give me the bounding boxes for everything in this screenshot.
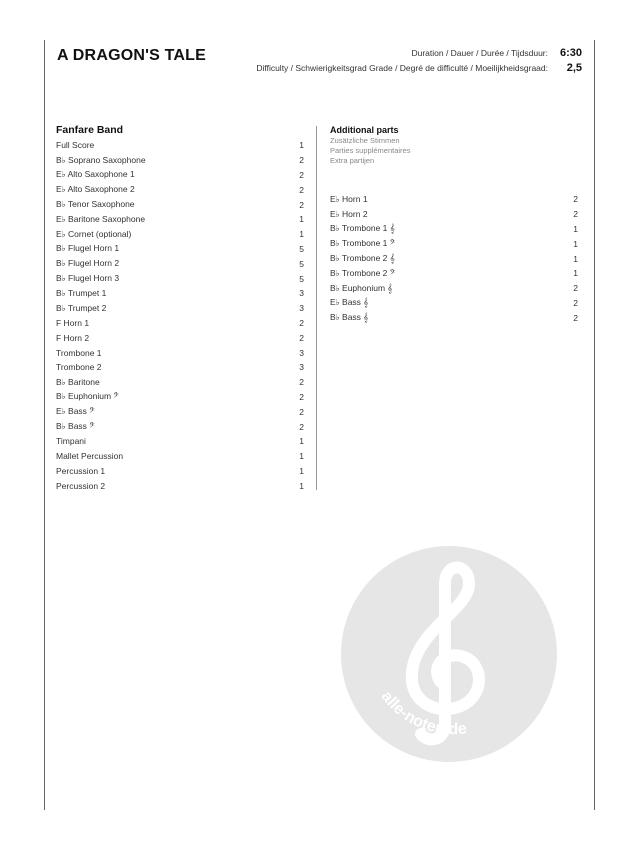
part-name: B♭ Flugel Horn 2 — [56, 258, 120, 269]
part-count: 2 — [573, 297, 578, 308]
part-count: 1 — [299, 465, 304, 476]
part-row — [56, 478, 304, 493]
additional-parts-section — [330, 124, 578, 325]
part-row — [56, 464, 304, 479]
score-info — [256, 47, 582, 77]
part-count: 1 — [299, 214, 304, 225]
part-count: 2 — [299, 317, 304, 328]
column-divider — [316, 126, 317, 490]
part-count: 2 — [299, 169, 304, 180]
part-row — [330, 236, 578, 251]
page-title: A DRAGON'S TALE — [57, 47, 207, 64]
part-row — [56, 301, 304, 316]
page-border-left — [44, 40, 45, 810]
part-name: Percussion 1 — [56, 465, 106, 476]
part-row — [56, 404, 304, 419]
part-row — [56, 434, 304, 449]
part-name: Mallet Percussion — [56, 451, 124, 462]
part-row — [330, 192, 578, 207]
subtitle-french: Parties supplémentaires — [330, 146, 411, 155]
part-row — [330, 310, 578, 325]
part-row — [330, 251, 578, 266]
part-name: E♭ Horn 2 — [330, 208, 368, 219]
section-heading: Fanfare Band — [56, 124, 124, 136]
part-row — [56, 390, 304, 405]
part-count: 2 — [573, 194, 578, 205]
part-name: Full Score — [56, 140, 95, 151]
part-count: 1 — [573, 238, 578, 249]
part-row — [56, 360, 304, 375]
part-row — [56, 212, 304, 227]
part-row — [56, 242, 304, 257]
duration-row — [256, 47, 582, 62]
part-row — [56, 138, 304, 153]
subtitle-dutch: Extra partijen — [330, 156, 375, 165]
part-count: 1 — [573, 253, 578, 264]
part-count: 1 — [573, 223, 578, 234]
part-name: B♭ Bass 𝄢 — [56, 421, 95, 432]
part-row — [56, 316, 304, 331]
part-row — [330, 281, 578, 296]
part-name: E♭ Alto Saxophone 1 — [56, 169, 135, 180]
part-name: B♭ Soprano Saxophone — [56, 154, 146, 165]
part-name: E♭ Cornet (optional) — [56, 228, 132, 239]
section-heading: Additional parts — [330, 125, 399, 135]
part-name: B♭ Trumpet 2 — [56, 302, 107, 313]
part-row — [56, 375, 304, 390]
part-count: 2 — [299, 199, 304, 210]
part-count: 1 — [299, 436, 304, 447]
duration-label: Duration / Dauer / Durée / Tijdsduur: — [411, 48, 548, 58]
parts-list — [56, 138, 304, 493]
part-row — [56, 153, 304, 168]
part-count: 1 — [573, 268, 578, 279]
fanfare-band-section — [56, 122, 304, 493]
part-name: E♭ Horn 1 — [330, 193, 368, 204]
part-count: 5 — [299, 258, 304, 269]
part-count: 2 — [299, 421, 304, 432]
part-count: 3 — [299, 303, 304, 314]
part-row — [56, 271, 304, 286]
part-row — [330, 296, 578, 311]
part-row — [56, 227, 304, 242]
part-name: B♭ Tenor Saxophone — [56, 199, 135, 210]
part-count: 2 — [299, 391, 304, 402]
subtitle-german: Zusätzliche Stimmen — [330, 136, 400, 145]
part-name: B♭ Trombone 2 𝄢 — [330, 267, 396, 278]
part-count: 2 — [299, 406, 304, 417]
part-name: B♭ Trombone 1 𝄞 — [330, 223, 395, 234]
part-name: B♭ Trombone 2 𝄞 — [330, 253, 395, 264]
part-name: F Horn 2 — [56, 332, 90, 343]
section-subtitles — [330, 136, 578, 166]
watermark — [341, 546, 557, 762]
part-name: B♭ Flugel Horn 3 — [56, 273, 120, 284]
part-row — [330, 207, 578, 222]
part-count: 2 — [573, 283, 578, 294]
part-name: B♭ Flugel Horn 1 — [56, 243, 120, 254]
part-name: Trombone 2 — [56, 362, 102, 373]
part-row — [330, 266, 578, 281]
part-row — [56, 449, 304, 464]
part-count: 3 — [299, 288, 304, 299]
part-row — [56, 182, 304, 197]
part-count: 3 — [299, 347, 304, 358]
part-name: B♭ Trumpet 1 — [56, 287, 107, 298]
part-name: B♭ Euphonium 𝄢 — [56, 391, 119, 402]
part-count: 2 — [299, 184, 304, 195]
part-count: 2 — [299, 155, 304, 166]
difficulty-value: 2,5 — [566, 62, 582, 74]
part-row — [56, 330, 304, 345]
part-name: E♭ Bass 𝄞 — [330, 297, 369, 308]
difficulty-label: Difficulty / Schwierigkeitsgrad Grade / Degré de difficulté / Moeilijkheidsgraad: — [256, 63, 548, 73]
part-row — [56, 419, 304, 434]
part-name: Trombone 1 — [56, 347, 102, 358]
part-name: Timpani — [56, 436, 86, 447]
part-count: 1 — [299, 451, 304, 462]
part-name: E♭ Baritone Saxophone — [56, 213, 146, 224]
part-count: 5 — [299, 273, 304, 284]
part-row — [56, 286, 304, 301]
difficulty-row — [256, 62, 582, 77]
part-count: 2 — [299, 332, 304, 343]
part-row — [56, 345, 304, 360]
part-count: 1 — [299, 480, 304, 491]
part-name: B♭ Euphonium 𝄞 — [330, 282, 393, 293]
part-row — [56, 168, 304, 183]
part-count: 1 — [299, 140, 304, 151]
part-row — [330, 222, 578, 237]
part-count: 3 — [299, 362, 304, 373]
part-name: F Horn 1 — [56, 317, 90, 328]
part-count: 2 — [299, 377, 304, 388]
part-count: 5 — [299, 243, 304, 254]
part-name: B♭ Baritone — [56, 376, 100, 387]
part-name: B♭ Trombone 1 𝄢 — [330, 238, 396, 249]
part-row — [56, 256, 304, 271]
part-count: 1 — [299, 229, 304, 240]
parts-list — [330, 192, 578, 325]
page-border-right — [594, 40, 595, 810]
part-name: E♭ Alto Saxophone 2 — [56, 184, 135, 195]
part-name: Percussion 2 — [56, 480, 106, 491]
part-row — [56, 197, 304, 212]
part-name: B♭ Bass 𝄞 — [330, 312, 369, 323]
watermark-text: alle-noten.de — [377, 688, 468, 739]
part-name: E♭ Bass 𝄢 — [56, 406, 95, 417]
part-count: 2 — [573, 209, 578, 220]
part-count: 2 — [573, 312, 578, 323]
duration-value: 6:30 — [559, 47, 582, 59]
